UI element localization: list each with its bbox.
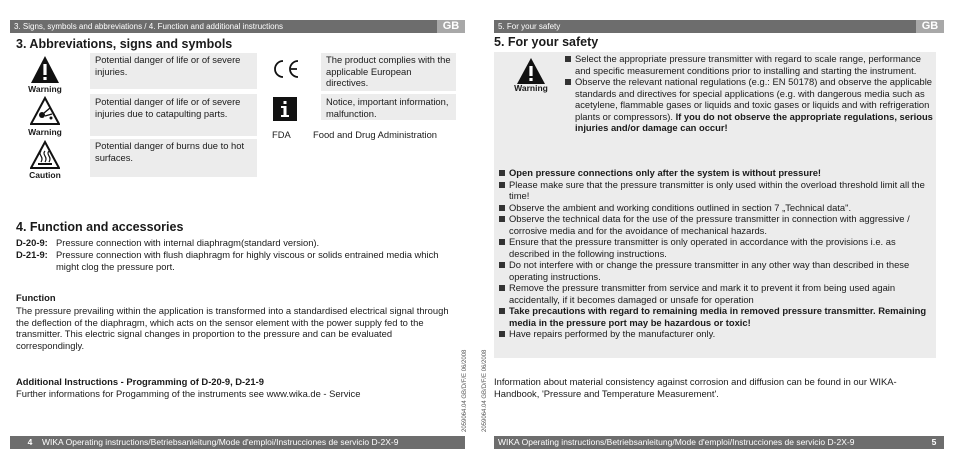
- list-item: Ensure that the pressure transmitter is only operated in accordance with the provisions i.e. as described in the following instructions.: [498, 236, 938, 259]
- model-description: Pressure connection with flush diaphragm for highly viscous or solids entrained media which might clog the pressure port.: [56, 249, 439, 272]
- warning-triangle-icon: [516, 56, 546, 86]
- warning-caption: Warning: [514, 83, 548, 93]
- header-text: 5. For your safety: [498, 22, 561, 31]
- list-item: Open pressure connections only after the system is without pressure!: [498, 167, 938, 179]
- page-number: 4: [27, 437, 33, 447]
- information-icon: [273, 97, 297, 121]
- function-text: The pressure prevailing within the application is transformed into a standardised electrical signal through the deflection of the diaphragm, which acts on the sensor element with the power supply fed to the transmitter. This electric signal changes in proportion to the pressure and can be evaluated correspondingly.: [16, 305, 449, 351]
- section-3-title: 3. Abbreviations, signs and symbols: [16, 37, 233, 51]
- symbol-caption: Warning: [28, 84, 62, 94]
- list-item: Observe the technical data for the use of the pressure transmitter in connection with aggressive / corrosive media and for the avoidance of mechanical hazards.: [498, 213, 938, 236]
- list-item: Take precautions with regard to remaining media in removed pressure transmitter. Remaining media in the pressure port may be hazardous or toxic!: [498, 305, 938, 328]
- additional-text: Further informations for Progamming of the instruments see www.wika.de - Service: [16, 388, 361, 399]
- footer-text: WIKA Operating instructions/Betriebsanleitung/Mode d'emploi/Instrucciones de servicio D-2X-9: [498, 437, 855, 447]
- page-number: 5: [931, 437, 937, 447]
- model-term: D-20-9:: [16, 237, 48, 248]
- list-item: Do not interfere with or change the pressure transmitter in any other way than described in these operating instructions.: [498, 259, 938, 282]
- warning-triangle-icon: [30, 54, 60, 86]
- document-code: 2059064.04 GB/D/F/E 06/2008: [462, 349, 468, 432]
- list-item: Remove the pressure transmitter from service and mark it to prevent it from being used again accidentally, if it becomes damaged or unsafe for operation: [498, 282, 938, 305]
- language-badge: GB: [916, 20, 944, 33]
- footer-text: WIKA Operating instructions/Betriebsanleitung/Mode d'emploi/Instrucciones de servicio D-2X-9: [42, 437, 399, 447]
- list-item: Select the appropriate pressure transmitter with regard to scale range, performance and specific measurement conditions prior to installing and starting the instrument.: [564, 53, 938, 76]
- fda-text: Food and Drug Administration: [313, 129, 438, 140]
- page-footer: [494, 436, 944, 449]
- page-header: [494, 20, 944, 33]
- model-description: Pressure connection with internal diaphragm(standard version).: [56, 237, 320, 248]
- section-4-title: 4. Function and accessories: [16, 220, 184, 234]
- list-item: Observe the ambient and working conditions outlined in section 7 „Technical data".: [498, 202, 938, 214]
- warning-list: [564, 53, 938, 134]
- page-footer: [10, 436, 465, 449]
- symbol-text: Potential danger of burns due to hot surfaces.: [95, 140, 245, 163]
- catapulting-parts-warning-icon: [30, 96, 60, 126]
- right-page: [478, 0, 954, 471]
- document-code: 2059064.04 GB/D/F/E 06/2008: [482, 349, 488, 432]
- function-heading: Function: [16, 292, 56, 303]
- list-item: Have repairs performed by the manufacturer only.: [498, 328, 938, 340]
- ce-text: The product complies with the applicable European directives.: [326, 54, 451, 88]
- hot-surface-caution-icon: [30, 140, 60, 170]
- symbol-text: Potential danger of life or of severe injuries.: [95, 54, 241, 77]
- symbol-caption: Caution: [29, 170, 61, 180]
- list-item: Observe the relevant national regulations (e.g.: EN 50178) and observe the applicable standards and directives for special applications (e.g. with dangerous media such as acetylene, flammable gases or liquids and toxic gases or liquids and with refrigeration plants or compressors). If you do not observe the appropriate regulations, serious injuries and/or damage can occur!: [564, 76, 938, 134]
- safety-list: [498, 167, 938, 340]
- info-text: Information about material consistency against corrosion and diffusion can be found in our WIKA-Handbook, 'Pressure and Temperature Measurement'.: [494, 376, 897, 399]
- info-text: Notice, important information, malfunction.: [326, 96, 449, 119]
- symbol-caption: Warning: [28, 127, 62, 137]
- page-header: [10, 20, 465, 33]
- language-badge: GB: [437, 20, 465, 33]
- list-item: Please make sure that the pressure transmitter is only used within the overload threshold limit all the time!: [498, 179, 938, 202]
- header-text: 3. Signs, symbols and abbreviations / 4. Function and additional instructions: [14, 22, 284, 31]
- ce-mark-icon: [270, 58, 302, 80]
- section-5-title: 5. For your safety: [494, 35, 599, 49]
- symbol-text: Potential danger of life or of severe injuries due to catapulting parts.: [95, 96, 241, 119]
- model-term: D-21-9:: [16, 249, 48, 260]
- fda-abbreviation: FDA: [272, 129, 291, 140]
- additional-heading: Additional Instructions - Programming of D-20-9, D-21-9: [16, 376, 264, 387]
